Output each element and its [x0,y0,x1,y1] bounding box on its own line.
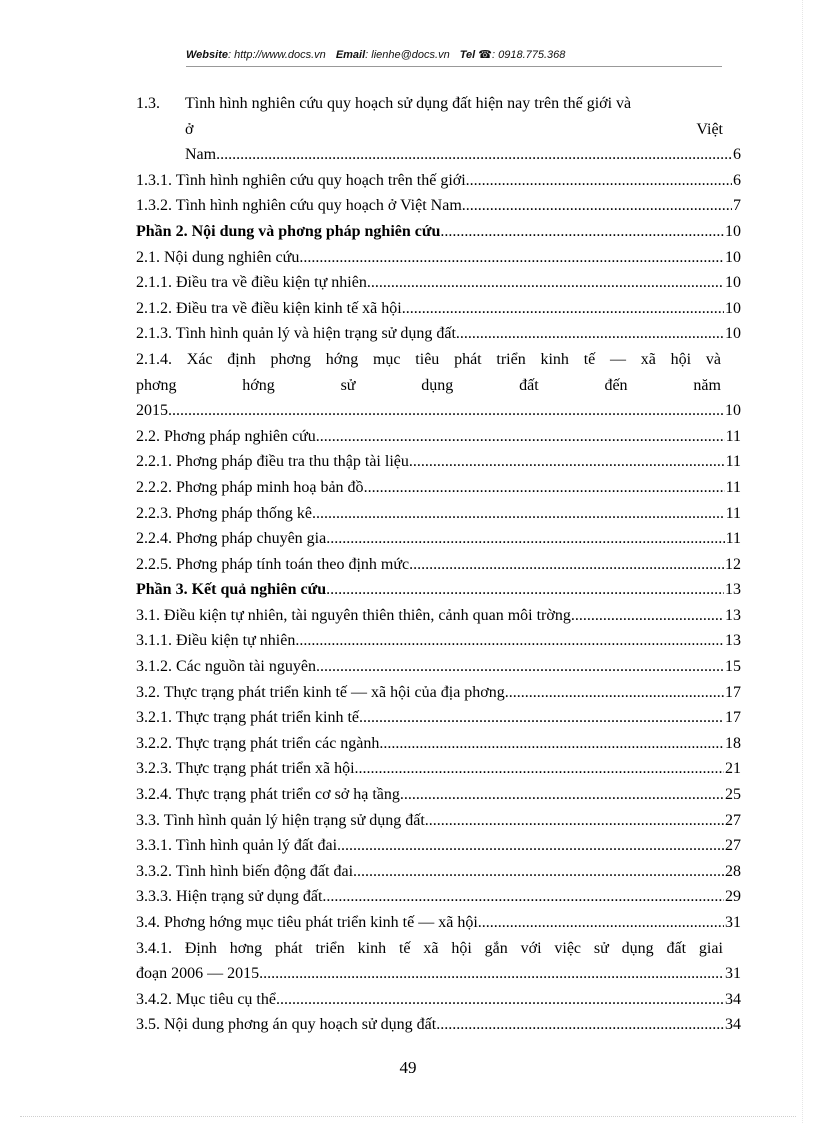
toc-title-word: với [520,939,542,957]
toc-title: Phần 2. Nội dung và phơng pháp nghiên cứu [136,222,441,240]
website-label: Website [186,49,228,61]
email-label: Email [335,49,366,61]
toc-title-word: mục [372,350,401,368]
page-number: 49 [399,1058,417,1077]
toc-leader [295,628,724,654]
toc-page: 12 [725,555,741,573]
toc-leader [456,321,724,347]
toc-entry [136,501,741,527]
toc-title-word: tiêu [415,350,440,368]
toc-title-word: định [227,350,256,368]
email-value: : lienhe@docs.vn [365,49,450,61]
toc-page: 10 [725,402,741,420]
toc-page: 29 [725,888,741,906]
toc-part-heading [136,577,741,603]
toc-leader [425,808,724,834]
toc-leader [355,756,724,782]
toc-leader [337,833,724,859]
toc-entry [136,808,741,834]
toc-page: 10 [725,274,741,292]
toc-title-word: và [705,350,721,368]
toc-page: 6 [733,171,741,189]
toc-title: đoạn 2006 — 2015 [136,965,260,983]
toc-entry [136,705,741,731]
toc-entry-2-1-4-line2 [136,373,741,399]
toc-title: 2.2.4. Phơng pháp chuyên gia [136,530,327,548]
toc-leader [436,1012,724,1038]
toc-title-word: Định [184,939,217,957]
toc-title: 2.1.1. Điều tra về điều kiện tự nhiên [136,274,367,292]
toc-entry-3-4-1-line1 [136,936,741,962]
toc-title: 2.2.5. Phơng pháp tính toán theo định mức [136,555,410,573]
toc-entry [136,296,741,322]
toc-title: 3.1.1. Điều kiện tự nhiên [136,632,296,650]
toc-title: 3.2.3. Thực trạng phát triển xã hội [136,760,355,778]
toc-leader [216,142,732,168]
toc-title: 2.2.2. Phơng pháp minh hoạ bản đồ [136,478,364,496]
toc-title-word: ở [185,120,194,138]
toc-part-heading [136,219,741,245]
toc-page: 17 [725,709,741,727]
toc-entry [136,654,741,680]
toc-leader [400,782,724,808]
toc-leader [409,449,725,475]
toc-title-word: việc [554,939,582,957]
toc-entry [136,475,741,501]
page-bottom-border [20,1116,796,1117]
toc-entry [136,884,741,910]
toc-title: 2.2.3. Phơng pháp thống kê [136,504,313,522]
toc-page: 34 [725,990,741,1008]
toc-entry-1-3-line3 [136,142,741,168]
toc-leader [466,168,732,194]
toc-title-word: 2.1.4. [136,350,172,368]
toc-title: 3.2.2. Thực trạng phát triển các ngành [136,734,380,752]
toc-page: 11 [725,427,741,445]
toc-entry [136,552,741,578]
toc-title-word: kinh [540,350,569,368]
toc-title: 3.1.2. Các nguồn tài nguyên [136,658,316,676]
toc-title-word: phơng [136,376,177,394]
toc-title-word: Việt [696,120,723,138]
toc-title-word: đất [519,376,539,394]
toc-title: 3.2. Thực trạng phát triển kinh tế — xã hội của địa phơng [136,683,505,701]
toc-title-word: tế [398,939,411,957]
toc-title: 3.2.1. Thực trạng phát triển kinh tế [136,709,359,727]
toc-leader [440,219,724,245]
toc-title-word: triển [315,939,345,957]
toc-leader [409,552,724,578]
toc-leader [367,270,724,296]
toc-title-word: Xác [186,350,213,368]
toc-leader [359,705,724,731]
toc-page: 15 [725,658,741,676]
toc-title: 1.3.2. Tình hình nghiên cứu quy hoạch ở Việt Nam [136,197,462,215]
toc-entry [136,833,741,859]
toc-page: 10 [725,299,741,317]
toc-entry [136,321,741,347]
toc-page: 10 [725,325,741,343]
toc-title: Nam [185,146,217,164]
toc-title-word: phát [275,939,303,957]
toc-title-word: sử [593,939,609,957]
toc-entry [136,680,741,706]
website-value: : http://www.docs.vn [227,49,326,61]
toc-title-word: triển [496,350,526,368]
toc-page: 27 [725,837,741,855]
toc-page: 31 [725,965,741,983]
toc-page: 31 [725,914,741,931]
toc-entry [136,628,741,654]
toc-page: 11 [725,478,741,496]
toc-title: 1.3.1. Tình hình nghiên cứu quy hoạch trên thế giới [136,171,466,189]
toc-title-word: gắn [484,939,508,957]
toc-entry [136,245,741,271]
toc-title-word: xã [640,350,656,368]
tel-label: Tel [459,49,476,61]
toc-page: 10 [725,222,741,240]
toc-page: 11 [725,504,741,522]
toc-entry [136,270,741,296]
header-rule [186,66,722,67]
toc-entry-2-1-4-line3 [136,398,741,424]
toc-page: 13 [725,581,741,599]
tel-value: : 0918.775.368 [491,49,566,61]
toc-title: 3.3. Tình hình quản lý hiện trạng sử dụng đất [136,811,425,829]
toc-leader [276,987,724,1013]
toc-page: 17 [725,683,741,701]
toc-title: 2.2. Phơng pháp nghiên cứu [136,427,316,445]
toc-entry [136,910,741,936]
toc-leader [478,910,724,936]
toc-title-word: giai [698,939,723,957]
toc-title-word: tế [583,350,596,368]
toc-leader [326,577,724,603]
toc-leader [168,398,724,424]
page-header [186,48,718,61]
toc-title-word: kinh [357,939,387,957]
toc-page: 7 [733,197,741,215]
toc-title-word: 3.4.1. [136,939,172,957]
toc-number: 1.3. [136,95,160,112]
toc-title: 2.1. Nội dung nghiên cứu [136,248,300,266]
toc-page: 28 [725,862,741,880]
toc-leader [316,654,724,680]
toc-entry [136,603,741,629]
toc-title: 3.3.3. Hiện trạng sử dụng đất [136,888,323,906]
toc-entry-3-4-1-line2 [136,961,741,987]
toc-entry-2-1-4-line1 [136,347,741,373]
toc-title-word: dụng [421,376,454,394]
toc-page: 13 [725,606,741,624]
toc-title-word: dụng [621,939,654,957]
toc-entry [136,859,741,885]
toc-entry [136,168,741,194]
toc-title: 3.3.2. Tình hình biến động đất đai [136,862,354,880]
table-of-contents [136,91,741,1038]
toc-title-word: — [610,350,626,368]
toc-leader [364,475,725,501]
toc-title-word: hội [451,939,472,957]
toc-leader [505,680,724,706]
toc-entry [136,731,741,757]
toc-leader [571,603,724,629]
toc-leader [322,884,724,910]
toc-entry [136,449,741,475]
toc-title-word: xã [423,939,439,957]
toc-title-word: đất [666,939,687,957]
toc-leader [316,424,725,450]
toc-leader [402,296,724,322]
toc-entry [136,193,741,219]
toc-entry [136,987,741,1013]
toc-title: 3.2.4. Thực trạng phát triển cơ sở hạ tầng [136,786,400,804]
toc-leader [312,501,725,527]
toc-entry-1-3-line2 [136,117,741,143]
toc-entry [136,756,741,782]
toc-title-word: năm [693,376,721,394]
toc-leader [259,961,724,987]
toc-title-word: hội [670,350,692,368]
phone-icon: ☎ [478,49,492,61]
toc-entry [136,1012,741,1038]
toc-page: 10 [725,248,741,266]
toc-page: 11 [725,453,741,471]
toc-page: 13 [725,632,741,650]
toc-page: 6 [733,146,741,164]
toc-page: 25 [725,786,741,804]
toc-leader [299,245,724,271]
toc-leader [353,859,724,885]
toc-page: 11 [725,530,741,548]
toc-title: 3.4.2. Mục tiêu cụ thể [136,990,276,1008]
toc-entry [136,526,741,552]
toc-title-word: phơng [270,350,311,368]
toc-title: 2.1.2. Điều tra về điều kiện kinh tế xã hội [136,299,402,317]
toc-page: 34 [725,1016,741,1034]
toc-title-word: hơng [229,939,263,957]
toc-title-word: hớng [325,350,359,368]
toc-title-word: hớng [242,376,275,394]
toc-title: Phần 3. Kết quả nghiên cứu [136,581,327,599]
toc-entry [136,782,741,808]
toc-title: 3.1. Điều kiện tự nhiên, tài nguyên thiên thiên, cảnh quan môi trờng [136,606,571,624]
toc-title-word: đến [604,376,628,394]
toc-title: 3.4. Phơng hớng mục tiêu phát triển kinh tế — xã hội [136,914,478,931]
toc-page: 21 [725,760,741,778]
toc-title: 3.3.1. Tình hình quản lý đất đai [136,837,338,855]
toc-page: 27 [725,811,741,829]
toc-leader [379,731,724,757]
toc-page: 18 [725,734,741,752]
toc-title: 2.2.1. Phơng pháp điều tra thu thập tài liệu [136,453,409,471]
toc-leader [462,193,732,219]
toc-title: 3.5. Nội dung phơng án quy hoạch sử dụng đất [136,1016,437,1034]
toc-leader [326,526,724,552]
toc-title: Tình hình nghiên cứu quy hoạch sử dụng đất hiện nay trên thế giới và [185,95,632,112]
toc-title-word: phát [454,350,482,368]
page-right-border [802,0,803,1123]
toc-title-word: sử [340,376,356,394]
toc-entry [136,424,741,450]
toc-title: 2.1.3. Tình hình quản lý và hiện trạng sử dụng đất [136,325,456,343]
toc-entry-1-3-line1 [136,91,741,117]
toc-title: 2015 [136,402,168,420]
